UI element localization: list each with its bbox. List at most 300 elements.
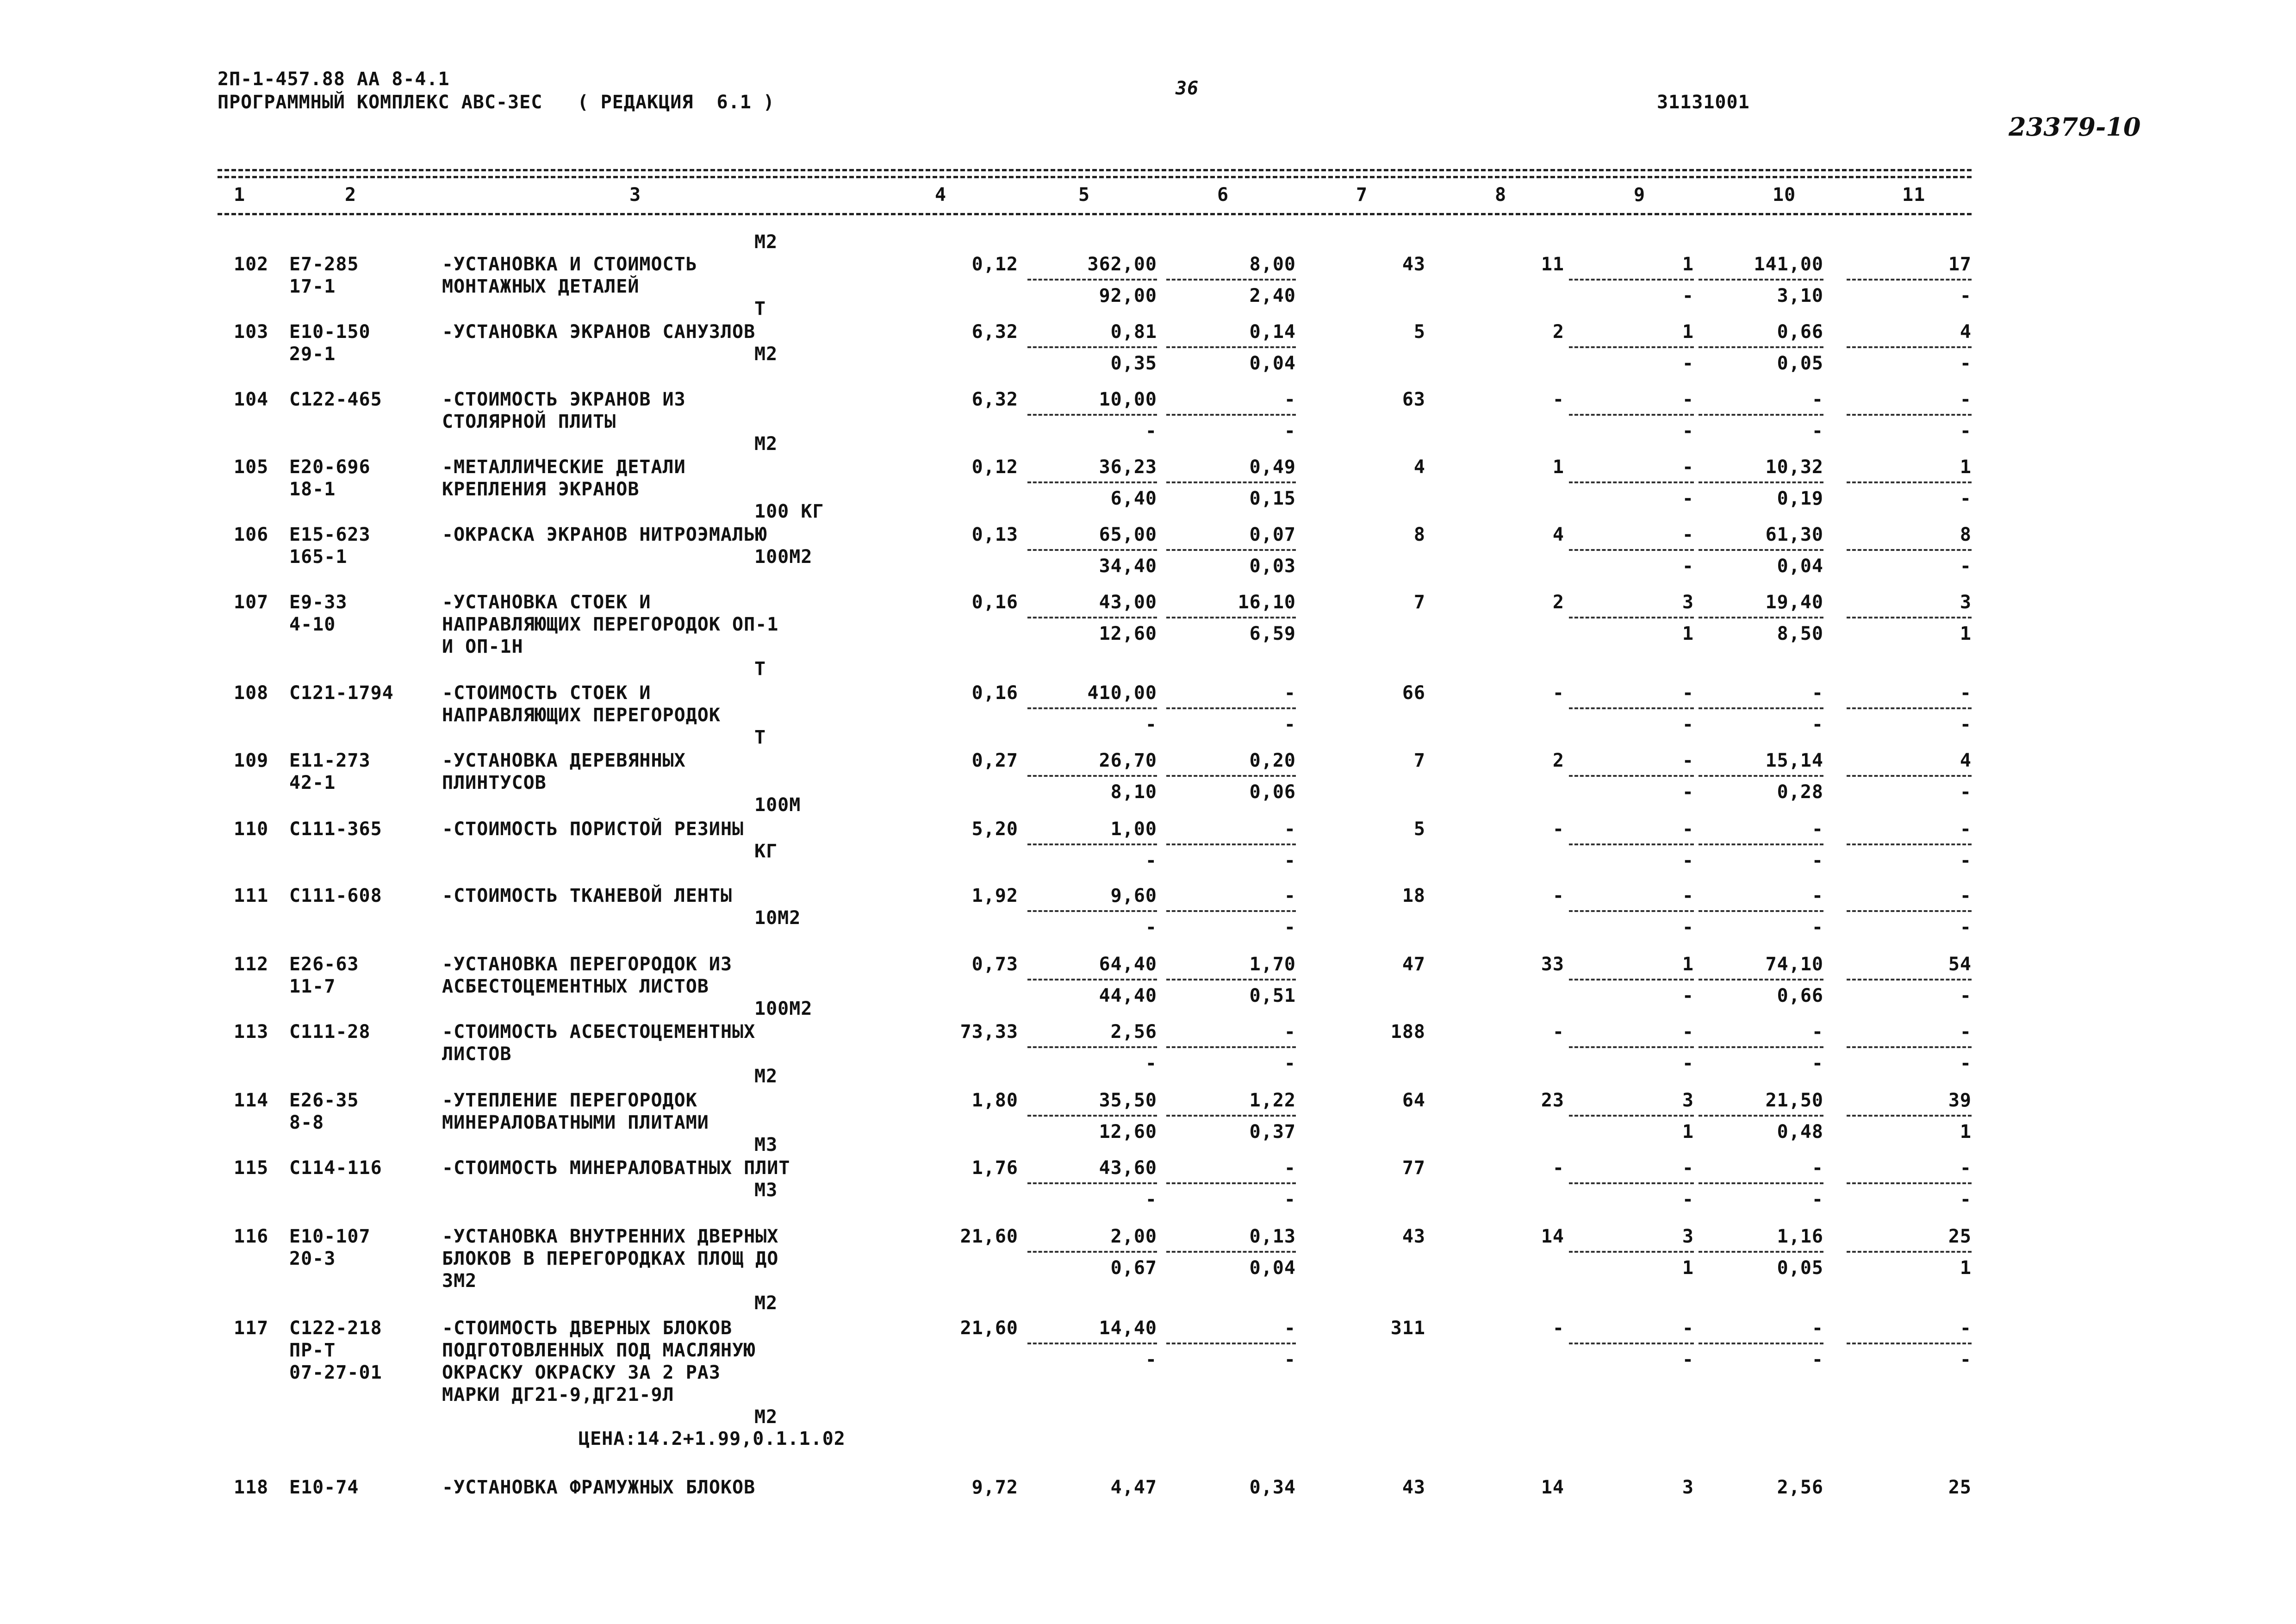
row-unit: М2 <box>754 344 778 365</box>
header-rule-top-2 <box>218 176 1972 178</box>
row-c7: 77 <box>1402 1157 1425 1179</box>
row-description: -СТОИМОСТЬ СТОЕК И <box>442 682 651 704</box>
column-header-11: 11 <box>1902 184 1926 206</box>
row-c5-main: 35,50 <box>1099 1090 1157 1111</box>
row-c5-rule <box>1027 707 1157 709</box>
row-quantity: 0,73 <box>971 954 1018 975</box>
row-c9-sub: - <box>1682 781 1694 803</box>
row-description: -СТОИМОСТЬ АСБЕСТОЦЕМЕНТНЫХ <box>442 1021 756 1043</box>
row-c6-sub: 0,15 <box>1249 488 1296 509</box>
row-description: -УСТАНОВКА ПЕРЕГОРОДОК ИЗ <box>442 954 733 975</box>
row-number: 116 <box>234 1226 269 1247</box>
row-c5-sub: 0,67 <box>1110 1257 1157 1279</box>
price-note: ЦЕНА:14.2+1.99,0.1.1.02 <box>579 1428 846 1449</box>
row-quantity: 21,60 <box>960 1226 1018 1247</box>
row-c10-sub: 8,50 <box>1777 623 1823 644</box>
row-c10-sub: 0,28 <box>1777 781 1823 803</box>
row-c5-sub: 0,35 <box>1110 353 1157 374</box>
row-c5-sub: 6,40 <box>1110 488 1157 509</box>
header-rule-top <box>218 169 1972 171</box>
row-description: -СТОИМОСТЬ МИНЕРАЛОВАТНЫХ ПЛИТ <box>442 1157 790 1179</box>
row-c6-sub: 0,04 <box>1249 1257 1296 1279</box>
row-c5-main: 410,00 <box>1087 682 1157 704</box>
row-c10-sub: 0,05 <box>1777 353 1823 374</box>
row-c11-sub: - <box>1960 420 1972 442</box>
row-c11-rule <box>1847 775 1972 777</box>
row-unit: КГ <box>754 841 778 862</box>
row-c5-rule <box>1027 481 1157 483</box>
row-c5-sub: - <box>1145 850 1157 871</box>
row-c7: 47 <box>1402 954 1425 975</box>
row-c7: 7 <box>1413 592 1425 613</box>
row-description: -УСТАНОВКА СТОЕК И <box>442 592 651 613</box>
row-c6-sub: 0,37 <box>1249 1121 1296 1143</box>
row-c10-main: - <box>1811 1021 1823 1043</box>
row-c5-main: 0,81 <box>1110 321 1157 343</box>
row-c11-main: 4 <box>1960 321 1972 343</box>
row-description: И ОП-1Н <box>442 636 523 657</box>
row-c10-rule <box>1699 1182 1823 1184</box>
row-c6-sub: 0,04 <box>1249 353 1296 374</box>
row-c10-sub: - <box>1811 420 1823 442</box>
row-c5-main: 43,00 <box>1099 592 1157 613</box>
program-line: ПРОГРАММНЫЙ КОМПЛЕКС АВС-3ЕС ( РЕДАКЦИЯ 6.1 ) <box>218 92 775 113</box>
row-c10-rule <box>1699 707 1823 709</box>
row-c5-main: 2,00 <box>1110 1226 1157 1247</box>
row-c9-rule <box>1569 617 1694 618</box>
row-c7: 43 <box>1402 254 1425 275</box>
row-c11-sub: - <box>1960 781 1972 803</box>
row-c10-main: 1,16 <box>1777 1226 1823 1247</box>
row-c7: 43 <box>1402 1226 1425 1247</box>
row-description: НАПРАВЛЯЮЩИХ ПЕРЕГОРОДОК ОП-1 <box>442 614 779 635</box>
row-unit: Т <box>754 298 766 319</box>
row-c11-sub: 1 <box>1960 1121 1972 1143</box>
column-header-5: 5 <box>1078 184 1090 206</box>
row-number: 114 <box>234 1090 269 1111</box>
row-c5-sub: - <box>1145 917 1157 938</box>
row-c10-rule <box>1699 549 1823 551</box>
row-c6-rule <box>1166 910 1296 912</box>
last-row-code: Е10-74 <box>289 1477 359 1498</box>
row-c8: - <box>1552 885 1564 906</box>
row-c5-rule <box>1027 979 1157 981</box>
row-c11-main: 4 <box>1960 750 1972 771</box>
row-description: -УСТАНОВКА ДЕРЕВЯННЫХ <box>442 750 686 771</box>
row-c5-sub: - <box>1145 714 1157 735</box>
row-number: 106 <box>234 524 269 545</box>
row-c5-rule <box>1027 910 1157 912</box>
row-number: 104 <box>234 389 269 410</box>
row-c5-sub: 34,40 <box>1099 556 1157 577</box>
row-c7: 66 <box>1402 682 1425 704</box>
row-c7: 4 <box>1413 456 1425 478</box>
row-c10-rule <box>1699 481 1823 483</box>
last-row-col5: 4,47 <box>1110 1477 1157 1498</box>
row-c5-sub: - <box>1145 420 1157 442</box>
row-quantity: 0,13 <box>971 524 1018 545</box>
row-c9-rule <box>1569 279 1694 281</box>
row-c8: 23 <box>1541 1090 1564 1111</box>
row-c11-main: 17 <box>1948 254 1972 275</box>
row-unit: 100М <box>754 794 801 816</box>
row-c11-rule <box>1847 346 1972 348</box>
row-number: 117 <box>234 1318 269 1339</box>
column-header-1: 1 <box>234 184 246 206</box>
row-number: 103 <box>234 321 269 343</box>
row-c11-main: 39 <box>1948 1090 1972 1111</box>
row-c5-rule <box>1027 1343 1157 1344</box>
row-c5-rule <box>1027 414 1157 416</box>
row-c9-main: - <box>1682 1157 1694 1179</box>
row-c6-sub: - <box>1284 1053 1296 1074</box>
row-c5-main: 1,00 <box>1110 818 1157 840</box>
row-c8: 4 <box>1552 524 1564 545</box>
row-c11-rule <box>1847 979 1972 981</box>
row-c10-main: 61,30 <box>1765 524 1823 545</box>
row-number: 115 <box>234 1157 269 1179</box>
row-c6-rule <box>1166 707 1296 709</box>
row-code: 165-1 <box>289 546 348 568</box>
row-c5-sub: - <box>1145 1189 1157 1210</box>
row-number: 108 <box>234 682 269 704</box>
row-unit: Т <box>754 658 766 680</box>
row-unit: 100М2 <box>754 998 813 1019</box>
row-c5-rule <box>1027 775 1157 777</box>
row-description: -СТОИМОСТЬ ПОРИСТОЙ РЕЗИНЫ <box>442 818 744 840</box>
row-c9-sub: - <box>1682 985 1694 1006</box>
row-c9-main: - <box>1682 1021 1694 1043</box>
row-c11-rule <box>1847 481 1972 483</box>
row-c6-rule <box>1166 346 1296 348</box>
row-unit-top: М2 <box>754 231 778 253</box>
row-c10-sub: 0,05 <box>1777 1257 1823 1279</box>
row-c9-main: - <box>1682 1318 1694 1339</box>
row-quantity: 1,80 <box>971 1090 1018 1111</box>
row-c9-rule <box>1569 707 1694 709</box>
row-c5-main: 9,60 <box>1110 885 1157 906</box>
row-code: 4-10 <box>289 614 336 635</box>
row-c6-main: - <box>1284 818 1296 840</box>
row-c10-sub: 3,10 <box>1777 285 1823 306</box>
row-c5-rule <box>1027 346 1157 348</box>
row-c6-main: 0,20 <box>1249 750 1296 771</box>
row-number: 113 <box>234 1021 269 1043</box>
row-c6-rule <box>1166 1343 1296 1344</box>
row-c6-sub: - <box>1284 850 1296 871</box>
row-c10-rule <box>1699 775 1823 777</box>
row-code: С121-1794 <box>289 682 394 704</box>
page-number: 36 <box>1176 78 1199 99</box>
row-code: 8-8 <box>289 1112 324 1133</box>
row-c7: 63 <box>1402 389 1425 410</box>
row-c10-rule <box>1699 1046 1823 1048</box>
row-number: 107 <box>234 592 269 613</box>
row-c8: 1 <box>1552 456 1564 478</box>
row-c10-main: - <box>1811 682 1823 704</box>
row-c5-main: 14,40 <box>1099 1318 1157 1339</box>
row-c5-rule <box>1027 279 1157 281</box>
row-c10-main: - <box>1811 818 1823 840</box>
row-code: С122-465 <box>289 389 382 410</box>
row-c5-sub: 12,60 <box>1099 623 1157 644</box>
row-quantity: 6,32 <box>971 389 1018 410</box>
row-c9-rule <box>1569 910 1694 912</box>
row-c10-main: 141,00 <box>1754 254 1823 275</box>
row-code: 17-1 <box>289 276 336 297</box>
row-c7: 188 <box>1390 1021 1425 1043</box>
row-c10-main: 19,40 <box>1765 592 1823 613</box>
row-code: Е7-285 <box>289 254 359 275</box>
row-c6-main: - <box>1284 885 1296 906</box>
row-c8: 2 <box>1552 321 1564 343</box>
column-header-3: 3 <box>629 184 641 206</box>
row-code: 20-3 <box>289 1248 336 1269</box>
row-c5-rule <box>1027 1182 1157 1184</box>
row-c7: 18 <box>1402 885 1425 906</box>
row-c11-sub: - <box>1960 917 1972 938</box>
row-description: -ОКРАСКА ЭКРАНОВ НИТРОЭМАЛЬЮ <box>442 524 767 545</box>
row-c9-sub: - <box>1682 1053 1694 1074</box>
row-c11-main: - <box>1960 818 1972 840</box>
row-code: С122-218 <box>289 1318 382 1339</box>
row-description: МОНТАЖНЫХ ДЕТАЛЕЙ <box>442 276 640 297</box>
row-c6-sub: 0,06 <box>1249 781 1296 803</box>
row-c6-rule <box>1166 1115 1296 1117</box>
doc-number: 31131001 <box>1657 92 1750 113</box>
row-c9-main: - <box>1682 682 1694 704</box>
row-c6-rule <box>1166 843 1296 845</box>
row-description: -СТОИМОСТЬ ТКАНЕВОЙ ЛЕНТЫ <box>442 885 733 906</box>
row-c9-sub: - <box>1682 1349 1694 1370</box>
row-c11-sub: - <box>1960 1349 1972 1370</box>
row-c9-sub: - <box>1682 420 1694 442</box>
row-c8: 2 <box>1552 592 1564 613</box>
row-c10-sub: - <box>1811 917 1823 938</box>
row-c11-sub: - <box>1960 1053 1972 1074</box>
row-description: МАРКИ ДГ21-9,ДГ21-9Л <box>442 1384 674 1405</box>
row-c10-sub: - <box>1811 1053 1823 1074</box>
last-row-col9: 3 <box>1682 1477 1694 1498</box>
row-c6-rule <box>1166 279 1296 281</box>
row-quantity: 6,32 <box>971 321 1018 343</box>
row-code: С111-28 <box>289 1021 371 1043</box>
row-c9-sub: 1 <box>1682 623 1694 644</box>
row-c11-sub: - <box>1960 714 1972 735</box>
row-description: СТОЛЯРНОЙ ПЛИТЫ <box>442 411 616 432</box>
row-description: ПЛИНТУСОВ <box>442 772 547 793</box>
row-c8: - <box>1552 1157 1564 1179</box>
row-c9-main: 1 <box>1682 954 1694 975</box>
row-c9-sub: 1 <box>1682 1257 1694 1279</box>
row-c5-sub: - <box>1145 1053 1157 1074</box>
row-code: Е10-107 <box>289 1226 371 1247</box>
row-number: 102 <box>234 254 269 275</box>
row-c6-rule <box>1166 481 1296 483</box>
row-code: 07-27-01 <box>289 1362 382 1383</box>
row-c9-main: 1 <box>1682 321 1694 343</box>
row-c9-main: - <box>1682 750 1694 771</box>
row-c11-rule <box>1847 414 1972 416</box>
row-c6-sub: 2,40 <box>1249 285 1296 306</box>
row-c8: - <box>1552 818 1564 840</box>
row-unit: М2 <box>754 1406 778 1428</box>
row-c11-sub: - <box>1960 353 1972 374</box>
row-description: БЛОКОВ В ПЕРЕГОРОДКАХ ПЛОЩ ДО <box>442 1248 779 1269</box>
column-header-7: 7 <box>1356 184 1368 206</box>
row-description: ОКРАСКУ ОКРАСКУ ЗА 2 РАЗ <box>442 1362 721 1383</box>
row-c6-main: 0,14 <box>1249 321 1296 343</box>
row-c9-main: 1 <box>1682 254 1694 275</box>
row-c10-rule <box>1699 1251 1823 1253</box>
row-c10-rule <box>1699 414 1823 416</box>
row-c10-main: - <box>1811 1157 1823 1179</box>
row-c10-main: 15,14 <box>1765 750 1823 771</box>
row-c11-main: - <box>1960 885 1972 906</box>
row-quantity: 0,27 <box>971 750 1018 771</box>
row-c11-sub: 1 <box>1960 1257 1972 1279</box>
row-c5-rule <box>1027 843 1157 845</box>
row-c11-rule <box>1847 1115 1972 1117</box>
header-rule-bottom <box>218 213 1972 215</box>
row-c9-sub: - <box>1682 714 1694 735</box>
row-unit: М2 <box>754 1293 778 1314</box>
row-c11-rule <box>1847 1182 1972 1184</box>
row-code: 11-7 <box>289 976 336 997</box>
row-c9-rule <box>1569 843 1694 845</box>
row-c8: 2 <box>1552 750 1564 771</box>
row-c9-rule <box>1569 414 1694 416</box>
row-c11-main: - <box>1960 682 1972 704</box>
column-header-10: 10 <box>1773 184 1796 206</box>
row-description: -СТОИМОСТЬ ДВЕРНЫХ БЛОКОВ <box>442 1318 733 1339</box>
row-c6-main: 1,22 <box>1249 1090 1296 1111</box>
column-header-6: 6 <box>1217 184 1229 206</box>
row-c11-sub: 1 <box>1960 623 1972 644</box>
row-number: 110 <box>234 818 269 840</box>
row-c10-main: 10,32 <box>1765 456 1823 478</box>
row-c5-main: 64,40 <box>1099 954 1157 975</box>
row-code: Е26-35 <box>289 1090 359 1111</box>
row-unit: 100М2 <box>754 546 813 568</box>
last-row-col7: 43 <box>1402 1477 1425 1498</box>
row-c11-sub: - <box>1960 985 1972 1006</box>
row-c7: 311 <box>1390 1318 1425 1339</box>
row-c10-rule <box>1699 843 1823 845</box>
row-c10-sub: 0,04 <box>1777 556 1823 577</box>
last-row-col11: 25 <box>1948 1477 1972 1498</box>
row-c11-main: - <box>1960 1021 1972 1043</box>
row-c11-sub: - <box>1960 850 1972 871</box>
row-c5-rule <box>1027 549 1157 551</box>
row-c6-sub: - <box>1284 714 1296 735</box>
row-c5-sub: 92,00 <box>1099 285 1157 306</box>
column-header-2: 2 <box>345 184 357 206</box>
row-quantity: 1,76 <box>971 1157 1018 1179</box>
row-quantity: 0,12 <box>971 456 1018 478</box>
row-c10-sub: - <box>1811 850 1823 871</box>
row-c8: 33 <box>1541 954 1564 975</box>
row-code: Е15-623 <box>289 524 371 545</box>
row-description: -УСТАНОВКА ВНУТРЕННИХ ДВЕРНЫХ <box>442 1226 779 1247</box>
row-c11-main: 1 <box>1960 456 1972 478</box>
row-c10-sub: 0,66 <box>1777 985 1823 1006</box>
row-c11-sub: - <box>1960 1189 1972 1210</box>
row-number: 109 <box>234 750 269 771</box>
column-header-8: 8 <box>1495 184 1507 206</box>
row-c5-main: 65,00 <box>1099 524 1157 545</box>
row-c10-rule <box>1699 279 1823 281</box>
row-description: АСБЕСТОЦЕМЕНТНЫХ ЛИСТОВ <box>442 976 709 997</box>
row-c11-sub: - <box>1960 488 1972 509</box>
last-row-col10: 2,56 <box>1777 1477 1823 1498</box>
row-c6-rule <box>1166 979 1296 981</box>
row-description: -УСТАНОВКА ЭКРАНОВ САНУЗЛОВ <box>442 321 756 343</box>
row-c11-main: 8 <box>1960 524 1972 545</box>
row-c5-sub: 12,60 <box>1099 1121 1157 1143</box>
row-c9-sub: - <box>1682 556 1694 577</box>
row-c8: 11 <box>1541 254 1564 275</box>
row-c11-main: - <box>1960 1318 1972 1339</box>
row-quantity: 1,92 <box>971 885 1018 906</box>
row-c11-sub: - <box>1960 285 1972 306</box>
row-c9-rule <box>1569 979 1694 981</box>
row-c5-sub: - <box>1145 1349 1157 1370</box>
row-c6-sub: 0,51 <box>1249 985 1296 1006</box>
row-code: С111-365 <box>289 818 382 840</box>
row-c6-rule <box>1166 414 1296 416</box>
row-c5-main: 10,00 <box>1099 389 1157 410</box>
row-c7: 7 <box>1413 750 1425 771</box>
row-c5-main: 43,60 <box>1099 1157 1157 1179</box>
row-code: С111-608 <box>289 885 382 906</box>
row-c10-main: - <box>1811 885 1823 906</box>
row-c7: 5 <box>1413 321 1425 343</box>
row-c6-main: - <box>1284 1021 1296 1043</box>
row-c9-sub: - <box>1682 285 1694 306</box>
row-c11-rule <box>1847 549 1972 551</box>
doc-code: 2П-1-457.88 АА 8-4.1 <box>218 69 450 90</box>
row-c6-main: - <box>1284 1157 1296 1179</box>
row-c11-rule <box>1847 279 1972 281</box>
row-c5-main: 26,70 <box>1099 750 1157 771</box>
row-c6-rule <box>1166 1182 1296 1184</box>
row-c5-sub: 8,10 <box>1110 781 1157 803</box>
row-unit: 100 КГ <box>754 501 824 522</box>
row-c10-rule <box>1699 617 1823 618</box>
row-c5-main: 36,23 <box>1099 456 1157 478</box>
row-c6-sub: - <box>1284 1349 1296 1370</box>
row-c7: 5 <box>1413 818 1425 840</box>
row-c10-main: - <box>1811 389 1823 410</box>
row-c10-sub: - <box>1811 714 1823 735</box>
row-c9-main: - <box>1682 524 1694 545</box>
row-c10-sub: 0,48 <box>1777 1121 1823 1143</box>
row-quantity: 73,33 <box>960 1021 1018 1043</box>
row-c9-rule <box>1569 775 1694 777</box>
row-description: МИНЕРАЛОВАТНЫМИ ПЛИТАМИ <box>442 1112 709 1133</box>
row-c11-main: 54 <box>1948 954 1972 975</box>
row-c9-sub: 1 <box>1682 1121 1694 1143</box>
row-c11-sub: - <box>1960 556 1972 577</box>
row-c10-main: 21,50 <box>1765 1090 1823 1111</box>
row-c6-sub: 6,59 <box>1249 623 1296 644</box>
row-c6-main: 0,49 <box>1249 456 1296 478</box>
row-c7: 64 <box>1402 1090 1425 1111</box>
row-c9-sub: - <box>1682 850 1694 871</box>
row-c6-main: 8,00 <box>1249 254 1296 275</box>
row-code: С114-116 <box>289 1157 382 1179</box>
